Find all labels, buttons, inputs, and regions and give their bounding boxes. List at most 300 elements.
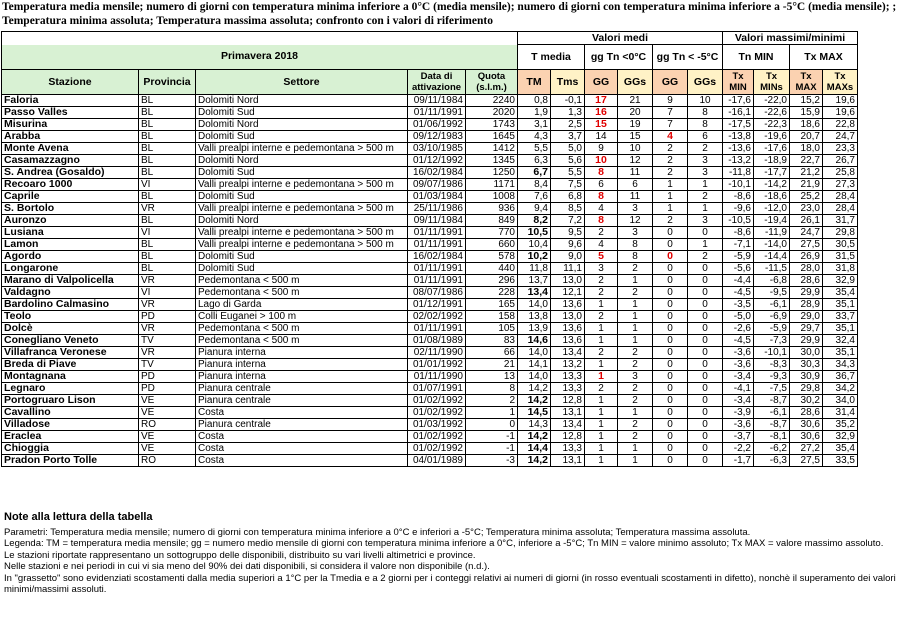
table-row (2, 251, 858, 263)
cell-provincia: VR (139, 323, 196, 335)
col-tm: TM (518, 70, 551, 95)
cell-tm: 13,8 (518, 311, 551, 323)
cell-tx-max: 25,2 (790, 191, 823, 203)
col-tx-max-b: MAX (795, 82, 817, 93)
cell-tn-mins: -6,3 (754, 455, 790, 467)
cell-gg: 9 (585, 143, 618, 155)
cell-tn-min: -2,6 (723, 323, 754, 335)
cell-provincia: BL (139, 119, 196, 131)
table-row (2, 155, 858, 167)
cell-data: 01/06/1992 (408, 119, 466, 131)
cell-tx-max: 29,9 (790, 335, 823, 347)
cell-quota: -3 (466, 455, 518, 467)
cell-settore: Dolomiti Nord (196, 95, 408, 107)
cell-gg5: 0 (653, 287, 688, 299)
cell-quota: 2020 (466, 107, 518, 119)
cell-tn-mins: -6,2 (754, 443, 790, 455)
cell-gg: 2 (585, 227, 618, 239)
cell-tx-maxs: 35,1 (823, 323, 858, 335)
cell-ggs5: 6 (688, 131, 723, 143)
notes-line: Nelle stazioni e nei periodi in cui vi sia meno del 90% dei dati disponibili, si considera il valore non disponibile (n.d.). (4, 561, 490, 572)
cell-quota: 936 (466, 203, 518, 215)
cell-gg: 1 (585, 359, 618, 371)
cell-tms: 13,6 (551, 335, 585, 347)
cell-gg: 1 (585, 371, 618, 383)
cell-ggs5: 8 (688, 119, 723, 131)
col-tx-max (790, 70, 823, 95)
cell-gg: 17 (585, 95, 618, 107)
cell-ggs: 2 (618, 431, 653, 443)
table-row (2, 383, 858, 395)
cell-tm: 10,4 (518, 239, 551, 251)
cell-ggs5: 0 (688, 359, 723, 371)
col-gg: GG (585, 70, 618, 95)
cell-ggs5: 0 (688, 383, 723, 395)
cell-tn-min: -7,1 (723, 239, 754, 251)
tn-min-header: Tn MIN (723, 45, 790, 70)
cell-tn-mins: -11,5 (754, 263, 790, 275)
cell-gg: 1 (585, 431, 618, 443)
cell-quota: 849 (466, 215, 518, 227)
cell-quota: 2240 (466, 95, 518, 107)
cell-quota: 1171 (466, 179, 518, 191)
cell-tx-maxs: 28,4 (823, 191, 858, 203)
cell-ggs: 19 (618, 119, 653, 131)
cell-tms: 11,1 (551, 263, 585, 275)
cell-gg5: 0 (653, 443, 688, 455)
cell-tms: 5,5 (551, 167, 585, 179)
cell-settore: Dolomiti Sud (196, 191, 408, 203)
cell-ggs: 1 (618, 407, 653, 419)
table-row (2, 431, 858, 443)
cell-tm: 14,2 (518, 395, 551, 407)
cell-tm: 14,4 (518, 443, 551, 455)
cell-data: 01/07/1991 (408, 383, 466, 395)
cell-gg: 1 (585, 419, 618, 431)
table-row (2, 239, 858, 251)
cell-provincia: VE (139, 431, 196, 443)
cell-provincia: VR (139, 275, 196, 287)
cell-settore: Costa (196, 431, 408, 443)
cell-gg5: 2 (653, 143, 688, 155)
cell-settore: Valli prealpi interne e pedemontana > 500 m (196, 227, 408, 239)
cell-gg: 8 (585, 215, 618, 227)
table-row (2, 359, 858, 371)
cell-tn-mins: -8,7 (754, 395, 790, 407)
cell-gg: 3 (585, 263, 618, 275)
cell-gg: 1 (585, 443, 618, 455)
col-tx-maxs (823, 70, 858, 95)
cell-ggs: 1 (618, 455, 653, 467)
page-title: Temperatura media mensile; numero di giorni con temperatura minima inferiore a 0°C (media mensile); numero di giorni con temperatura minima inferiore a -5°C (media mensile); ; Temperatura minima assoluta; Temperatura massima assoluta; confronto con i valori di riferimento (2, 1, 897, 27)
cell-stazione: Chioggia (2, 443, 139, 455)
cell-quota: 1345 (466, 155, 518, 167)
cell-ggs: 21 (618, 95, 653, 107)
cell-tx-maxs: 34,0 (823, 395, 858, 407)
cell-ggs: 2 (618, 263, 653, 275)
cell-tm: 14,5 (518, 407, 551, 419)
cell-quota: 1743 (466, 119, 518, 131)
col-settore: Settore (196, 70, 408, 95)
col-tx-mins-a: Tx (765, 71, 778, 82)
cell-settore: Pianura centrale (196, 419, 408, 431)
cell-stazione: Conegliano Veneto (2, 335, 139, 347)
cell-ggs5: 0 (688, 395, 723, 407)
cell-gg5: 1 (653, 191, 688, 203)
table-row (2, 371, 858, 383)
cell-tx-max: 26,9 (790, 251, 823, 263)
cell-data: 01/03/1984 (408, 191, 466, 203)
cell-tx-max: 30,9 (790, 371, 823, 383)
cell-settore: Lago di Garda (196, 299, 408, 311)
notes-line: Legenda: TM = temperatura media mensile; gg = numero medio mensile di giorni con temperatura minima inferiore a 0°C, inferiore a -5°C; Tn MIN = valore minimo assoluto; Tx MAX = valore massimo assoluto. (4, 538, 884, 549)
cell-tn-mins: -14,2 (754, 179, 790, 191)
cell-stazione: Marano di Valpolicella (2, 275, 139, 287)
cell-stazione: Monte Avena (2, 143, 139, 155)
cell-tn-min: -5,9 (723, 251, 754, 263)
cell-ggs: 6 (618, 179, 653, 191)
cell-tx-max: 30,0 (790, 347, 823, 359)
cell-ggs: 3 (618, 227, 653, 239)
table-row (2, 323, 858, 335)
table-row (2, 419, 858, 431)
cell-tm: 9,4 (518, 203, 551, 215)
cell-gg5: 0 (653, 299, 688, 311)
cell-data: 01/11/1991 (408, 323, 466, 335)
cell-provincia: RO (139, 455, 196, 467)
cell-tms: 8,5 (551, 203, 585, 215)
cell-quota: 105 (466, 323, 518, 335)
cell-stazione: Agordo (2, 251, 139, 263)
cell-tn-mins: -11,9 (754, 227, 790, 239)
cell-data: 02/11/1990 (408, 347, 466, 359)
col-tx-min (723, 70, 754, 95)
notes-section (4, 512, 909, 596)
cell-tx-maxs: 22,8 (823, 119, 858, 131)
cell-quota: 296 (466, 275, 518, 287)
cell-gg: 2 (585, 347, 618, 359)
cell-provincia: BL (139, 155, 196, 167)
cell-data: 01/12/1991 (408, 299, 466, 311)
cell-quota: 1250 (466, 167, 518, 179)
tx-max-header: Tx MAX (790, 45, 858, 70)
cell-tm: 5,5 (518, 143, 551, 155)
cell-ggs: 2 (618, 419, 653, 431)
cell-gg5: 1 (653, 203, 688, 215)
cell-data: 09/11/1984 (408, 215, 466, 227)
cell-ggs5: 8 (688, 107, 723, 119)
cell-provincia: BL (139, 143, 196, 155)
cell-tx-max: 30,2 (790, 395, 823, 407)
cell-tn-mins: -6,1 (754, 407, 790, 419)
cell-tn-min: -8,6 (723, 227, 754, 239)
cell-tx-max: 26,1 (790, 215, 823, 227)
cell-tms: 13,3 (551, 371, 585, 383)
cell-tm: 14,0 (518, 299, 551, 311)
cell-tm: 10,5 (518, 227, 551, 239)
cell-tn-min: -2,2 (723, 443, 754, 455)
cell-tn-mins: -14,4 (754, 251, 790, 263)
cell-tm: 14,3 (518, 419, 551, 431)
cell-gg5: 0 (653, 227, 688, 239)
col-tx-mins-b: MINs (760, 82, 783, 93)
cell-data: 01/11/1990 (408, 371, 466, 383)
cell-stazione: Recoaro 1000 (2, 179, 139, 191)
cell-ggs5: 2 (688, 251, 723, 263)
cell-ggs5: 2 (688, 143, 723, 155)
cell-provincia: BL (139, 251, 196, 263)
cell-data: 16/02/1984 (408, 251, 466, 263)
cell-stazione: Breda di Piave (2, 359, 139, 371)
cell-gg5: 7 (653, 119, 688, 131)
cell-tn-min: -4,5 (723, 335, 754, 347)
cell-tx-maxs: 35,4 (823, 443, 858, 455)
cell-gg: 4 (585, 239, 618, 251)
cell-ggs5: 0 (688, 263, 723, 275)
cell-tn-mins: -8,1 (754, 431, 790, 443)
cell-provincia: VR (139, 203, 196, 215)
cell-stazione: Legnaro (2, 383, 139, 395)
cell-tms: 9,5 (551, 227, 585, 239)
cell-tx-max: 18,6 (790, 119, 823, 131)
cell-gg5: 2 (653, 167, 688, 179)
cell-gg5: 0 (653, 323, 688, 335)
cell-data: 01/03/1992 (408, 419, 466, 431)
cell-provincia: VI (139, 179, 196, 191)
cell-tn-mins: -17,7 (754, 167, 790, 179)
cell-tx-max: 30,6 (790, 419, 823, 431)
cell-stazione: Dolcè (2, 323, 139, 335)
cell-ggs5: 0 (688, 371, 723, 383)
cell-ggs5: 2 (688, 191, 723, 203)
cell-tm: 13,4 (518, 287, 551, 299)
cell-quota: 0 (466, 419, 518, 431)
cell-ggs5: 0 (688, 335, 723, 347)
cell-ggs: 8 (618, 251, 653, 263)
cell-provincia: PD (139, 383, 196, 395)
cell-stazione: Lusiana (2, 227, 139, 239)
cell-tx-maxs: 34,3 (823, 359, 858, 371)
cell-tx-maxs: 31,7 (823, 215, 858, 227)
cell-settore: Pedemontana < 500 m (196, 323, 408, 335)
cell-gg: 16 (585, 107, 618, 119)
data-table (1, 31, 858, 467)
cell-gg: 15 (585, 119, 618, 131)
cell-tx-maxs: 19,6 (823, 95, 858, 107)
cell-tx-maxs: 33,5 (823, 455, 858, 467)
cell-tn-min: -8,6 (723, 191, 754, 203)
cell-tx-maxs: 31,5 (823, 251, 858, 263)
col-tx-min-b: MIN (729, 82, 747, 93)
cell-tx-max: 27,2 (790, 443, 823, 455)
cell-data: 01/02/1992 (408, 443, 466, 455)
cell-ggs: 8 (618, 239, 653, 251)
cell-tx-max: 15,2 (790, 95, 823, 107)
cell-tn-mins: -22,6 (754, 107, 790, 119)
cell-tms: 9,6 (551, 239, 585, 251)
cell-tm: 14,6 (518, 335, 551, 347)
cell-settore: Pianura interna (196, 359, 408, 371)
cell-ggs: 3 (618, 203, 653, 215)
cell-gg5: 4 (653, 131, 688, 143)
cell-tx-maxs: 35,2 (823, 419, 858, 431)
cell-tn-mins: -6,1 (754, 299, 790, 311)
table-row (2, 203, 858, 215)
table-row (2, 287, 858, 299)
table-row (2, 95, 858, 107)
cell-tx-maxs: 35,1 (823, 347, 858, 359)
notes-title: Note alla lettura della tabella (4, 511, 153, 523)
cell-provincia: VE (139, 443, 196, 455)
cell-tn-mins: -17,6 (754, 143, 790, 155)
col-tx-max-a: Tx (800, 71, 812, 82)
table-row (2, 167, 858, 179)
cell-tx-max: 29,9 (790, 287, 823, 299)
cell-settore: Dolomiti Sud (196, 263, 408, 275)
col-provincia: Provincia (139, 70, 196, 95)
cell-tm: 14,2 (518, 431, 551, 443)
cell-ggs5: 0 (688, 347, 723, 359)
cell-tx-maxs: 33,7 (823, 311, 858, 323)
cell-tn-min: -3,4 (723, 395, 754, 407)
col-gg5: GG (653, 70, 688, 95)
cell-tn-min: -10,5 (723, 215, 754, 227)
table-row (2, 215, 858, 227)
cell-tn-min: -13,2 (723, 155, 754, 167)
cell-data: 01/01/1992 (408, 359, 466, 371)
cell-tx-maxs: 29,8 (823, 227, 858, 239)
cell-tms: 13,3 (551, 443, 585, 455)
cell-quota: 660 (466, 239, 518, 251)
cell-stazione: Valdagno (2, 287, 139, 299)
cell-tn-min: -13,8 (723, 131, 754, 143)
cell-settore: Valli prealpi interne e pedemontana > 500 m (196, 239, 408, 251)
cell-stazione: Teolo (2, 311, 139, 323)
cell-ggs: 1 (618, 275, 653, 287)
cell-quota: 21 (466, 359, 518, 371)
cell-settore: Pedemontana < 500 m (196, 287, 408, 299)
cell-tn-mins: -10,1 (754, 347, 790, 359)
cell-tms: 12,8 (551, 395, 585, 407)
cell-gg: 1 (585, 407, 618, 419)
cell-tn-min: -9,6 (723, 203, 754, 215)
cell-tx-maxs: 35,1 (823, 299, 858, 311)
cell-tm: 6,3 (518, 155, 551, 167)
notes-line: In "grassetto" sono evidenziati scostamenti dalla media superiori a 1°C per la Tmedia e a 2 giorni per i conteggi relativi ai numeri di giorni (in rosso eventuali scostamenti in difetto), nonchè il superamento dei valori minimi/massimi assoluti. (4, 572, 896, 595)
cell-data: 09/12/1983 (408, 131, 466, 143)
col-stazione: Stazione (2, 70, 139, 95)
table-row (2, 119, 858, 131)
cell-quota: -1 (466, 443, 518, 455)
cell-settore: Costa (196, 407, 408, 419)
cell-tm: 14,2 (518, 455, 551, 467)
cell-gg: 2 (585, 275, 618, 287)
cell-provincia: VI (139, 287, 196, 299)
cell-quota: 440 (466, 263, 518, 275)
cell-tn-mins: -7,3 (754, 335, 790, 347)
table-row (2, 335, 858, 347)
table-row (2, 191, 858, 203)
cell-ggs: 20 (618, 107, 653, 119)
cell-tn-min: -5,0 (723, 311, 754, 323)
cell-ggs5: 0 (688, 311, 723, 323)
table-row (2, 179, 858, 191)
cell-stazione: Montagnana (2, 371, 139, 383)
cell-ggs5: 3 (688, 215, 723, 227)
cell-tn-min: -4,5 (723, 287, 754, 299)
cell-settore: Pianura centrale (196, 395, 408, 407)
cell-settore: Pianura interna (196, 347, 408, 359)
cell-quota: 770 (466, 227, 518, 239)
cell-settore: Dolomiti Nord (196, 119, 408, 131)
cell-ggs5: 0 (688, 323, 723, 335)
cell-tx-maxs: 35,4 (823, 287, 858, 299)
cell-gg5: 0 (653, 455, 688, 467)
cell-gg5: 9 (653, 95, 688, 107)
cell-ggs5: 10 (688, 95, 723, 107)
cell-tms: 5,6 (551, 155, 585, 167)
cell-gg5: 2 (653, 215, 688, 227)
cell-tms: 13,1 (551, 455, 585, 467)
cell-tx-maxs: 24,7 (823, 131, 858, 143)
cell-tm: 13,9 (518, 323, 551, 335)
cell-tx-max: 21,9 (790, 179, 823, 191)
cell-provincia: VR (139, 299, 196, 311)
cell-stazione: Villafranca Veronese (2, 347, 139, 359)
cell-provincia: TV (139, 359, 196, 371)
cell-tms: 13,0 (551, 275, 585, 287)
valori-max-min-header: Valori massimi/minimi (723, 32, 858, 45)
cell-tn-min: -10,1 (723, 179, 754, 191)
cell-stazione: Pradon Porto Tolle (2, 455, 139, 467)
cell-tx-maxs: 32,4 (823, 335, 858, 347)
cell-tn-min: -4,1 (723, 383, 754, 395)
cell-tms: 7,2 (551, 215, 585, 227)
cell-tx-maxs: 36,7 (823, 371, 858, 383)
cell-ggs: 1 (618, 443, 653, 455)
cell-tx-max: 15,9 (790, 107, 823, 119)
cell-ggs: 12 (618, 155, 653, 167)
cell-gg5: 0 (653, 275, 688, 287)
cell-settore: Pianura centrale (196, 383, 408, 395)
cell-tx-max: 28,6 (790, 407, 823, 419)
cell-gg: 5 (585, 251, 618, 263)
cell-ggs: 1 (618, 323, 653, 335)
cell-tms: 7,5 (551, 179, 585, 191)
cell-stazione: S. Bortolo (2, 203, 139, 215)
table-row (2, 455, 858, 467)
cell-tms: 13,3 (551, 383, 585, 395)
cell-tx-max: 22,7 (790, 155, 823, 167)
cell-tn-mins: -7,5 (754, 383, 790, 395)
cell-quota: 8 (466, 383, 518, 395)
cell-stazione: Villadose (2, 419, 139, 431)
table-row (2, 395, 858, 407)
cell-tn-min: -13,6 (723, 143, 754, 155)
cell-gg5: 1 (653, 179, 688, 191)
cell-provincia: BL (139, 239, 196, 251)
cell-gg5: 0 (653, 311, 688, 323)
cell-provincia: BL (139, 167, 196, 179)
cell-tms: 13,1 (551, 407, 585, 419)
cell-tx-max: 29,8 (790, 383, 823, 395)
cell-tms: -0,1 (551, 95, 585, 107)
cell-ggs: 1 (618, 311, 653, 323)
cell-gg5: 0 (653, 395, 688, 407)
cell-tn-mins: -14,0 (754, 239, 790, 251)
cell-gg5: 0 (653, 383, 688, 395)
cell-data: 09/11/1984 (408, 95, 466, 107)
